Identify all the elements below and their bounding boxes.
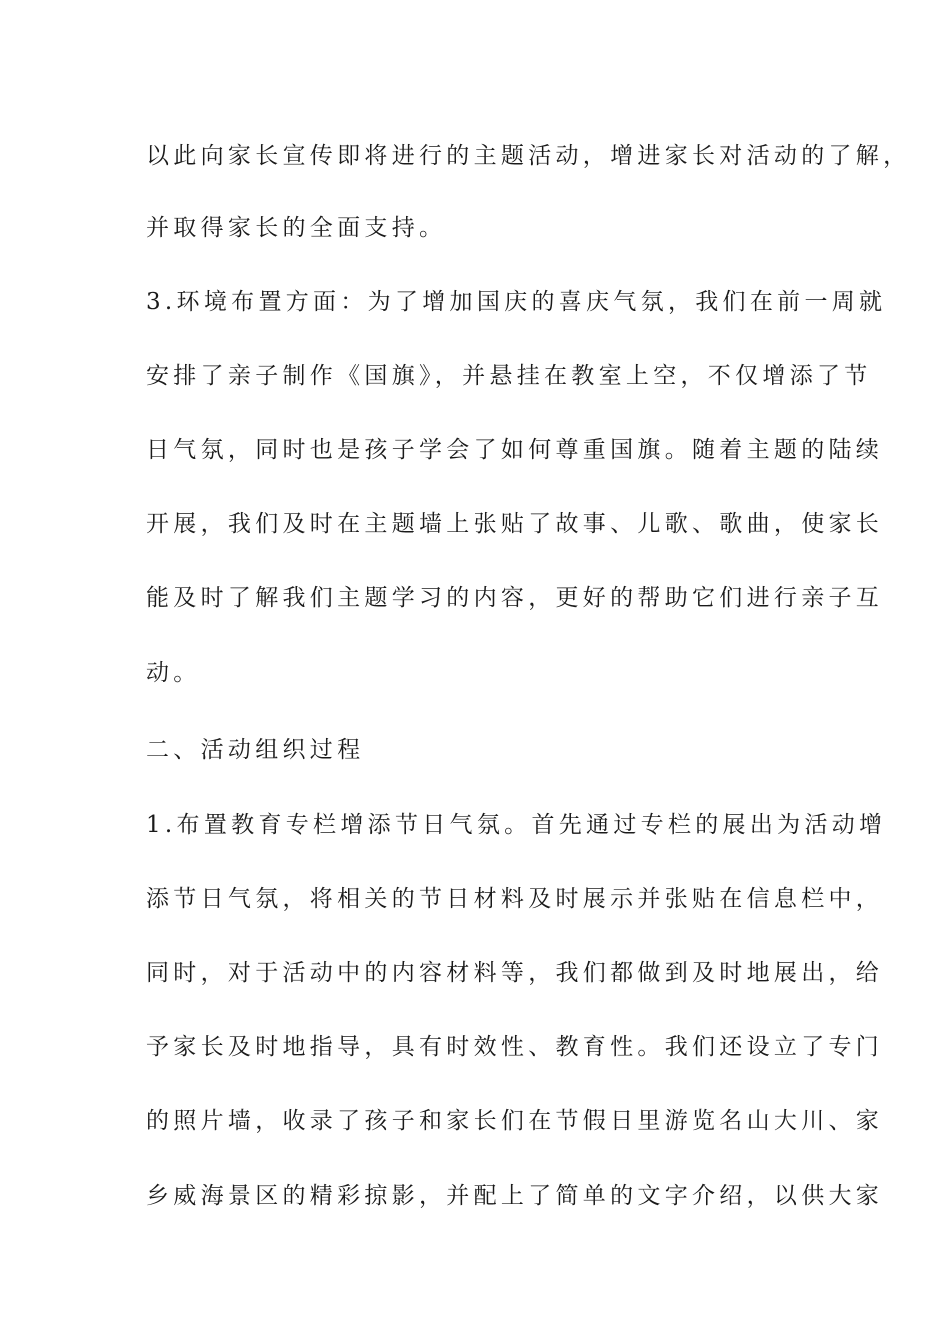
paragraph-line: 以此向家长宣传即将进行的主题活动，增进家长对活动的了解， — [146, 143, 911, 169]
paragraph-line: 能及时了解我们主题学习的内容，更好的帮助它们进行亲子互 — [146, 585, 884, 611]
paragraph-line: 同时，对于活动中的内容材料等，我们都做到及时地展出，给 — [146, 960, 884, 986]
paragraph-line: 日气氛，同时也是孩子学会了如何尊重国旗。随着主题的陆续 — [146, 437, 884, 463]
paragraph-line: 安排了亲子制作《国旗》，并悬挂在教室上空，不仅增添了节 — [146, 363, 872, 389]
paragraph-line: 动。 — [146, 660, 201, 686]
paragraph-line: 添节日气氛，将相关的节日材料及时展示并张贴在信息栏中， — [146, 886, 884, 912]
section-heading: 二、活动组织过程 — [146, 737, 365, 763]
paragraph-line: 3.环境布置方面：为了增加国庆的喜庆气氛，我们在前一周就 — [146, 289, 887, 315]
paragraph-line: 乡威海景区的精彩掠影，并配上了简单的文字介绍，以供大家 — [146, 1183, 884, 1209]
paragraph-line: 予家长及时地指导，具有时效性、教育性。我们还设立了专门 — [146, 1034, 884, 1060]
paragraph-line: 并取得家长的全面支持。 — [146, 215, 447, 241]
paragraph-line: 1.布置教育专栏增添节日气氛。首先通过专栏的展出为活动增 — [146, 812, 887, 838]
paragraph-line: 的照片墙，收录了孩子和家长们在节假日里游览名山大川、家 — [146, 1108, 884, 1134]
paragraph-line: 开展，我们及时在主题墙上张贴了故事、儿歌、歌曲，使家长 — [146, 511, 884, 537]
